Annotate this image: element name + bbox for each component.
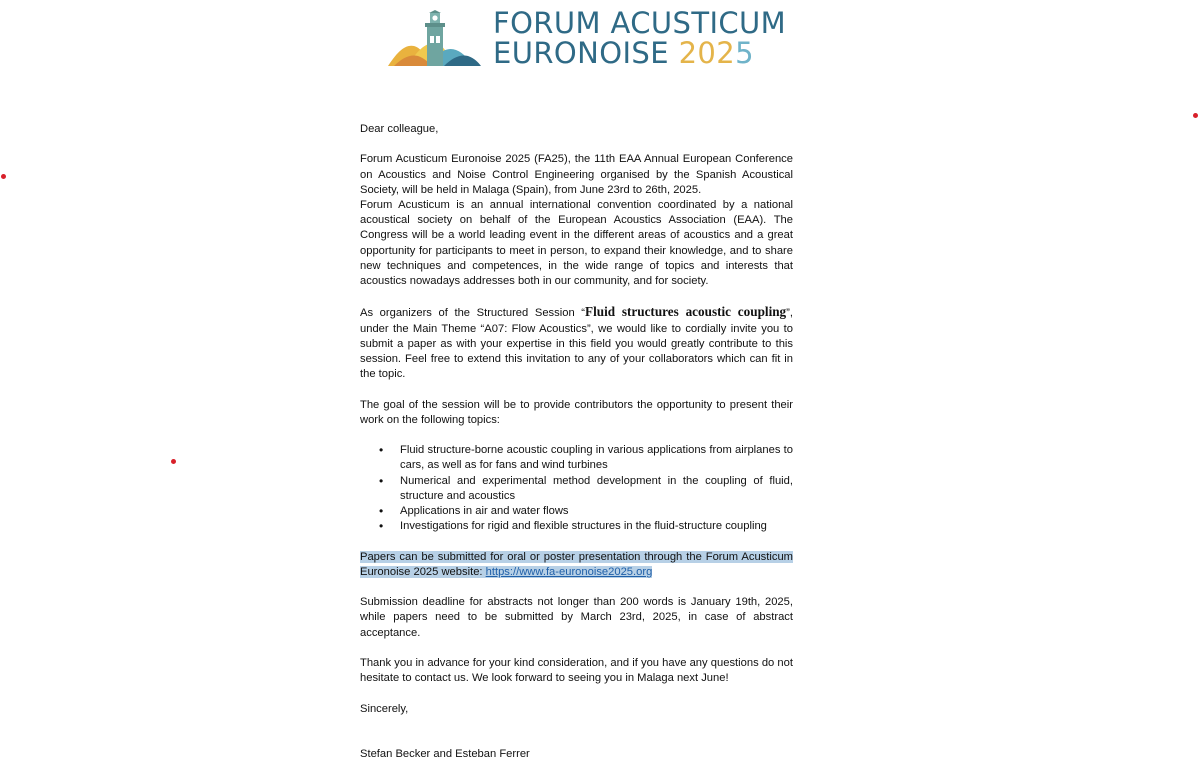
marker-dot	[1, 174, 6, 179]
logo-word-euronoise: EURONOISE	[493, 36, 679, 70]
thanks-paragraph: Thank you in advance for your kind consideration, and if you have any questions do not hesitate to contact us. We look forward to seeing you in Malaga next June!	[360, 657, 793, 685]
topics-list	[360, 443, 793, 534]
logo-wordmark	[493, 8, 786, 68]
logo-line-2	[493, 38, 786, 68]
letter-body	[360, 122, 793, 762]
deadline-paragraph: Submission deadline for abstracts not longer than 200 words is January 19th, 2025, while papers need to be submitted by March 23rd, 2025, in case of abstract acceptance.	[360, 596, 793, 639]
session-title: Fluid structures acoustic coupling	[585, 304, 787, 320]
list-item: • Fluid structure-borne acoustic coupling in various applications from airplanes to cars, as well as for fans and wind turbines	[360, 443, 793, 473]
marker-dot	[171, 459, 176, 464]
lighthouse-waves-logo-icon	[386, 10, 482, 68]
closing: Sincerely,	[360, 702, 409, 715]
marker-dot	[1193, 113, 1198, 118]
goal-paragraph: The goal of the session will be to provide contributors the opportunity to present their work on the following topics:	[360, 398, 793, 426]
list-item: • Numerical and experimental method development in the coupling of fluid, structure and acoustics	[360, 474, 793, 504]
logo-year: 2025	[678, 36, 754, 70]
list-item: • Applications in air and water flows	[360, 504, 793, 519]
signatories: Stefan Becker and Esteban Ferrer	[360, 748, 530, 761]
list-item: • Investigations for rigid and flexible structures in the fluid-structure coupling	[360, 519, 793, 534]
greeting: Dear colleague,	[360, 123, 439, 135]
conference-logo	[386, 8, 786, 70]
submission-paragraph	[360, 550, 793, 580]
invitation-paragraph: As organizers of the Structured Session “Fluid structures acoustic coupling”, under the Main Theme “A07: Flow Acoustics”, we would like to cordially invite you to submit a paper as with your expertise in this field you would greatly contribute to this session. Feel free to extend this invitation to any of your collaborators which can fit in the topic.	[360, 304, 793, 381]
selected-text: Papers can be submitted for oral or poster presentation through the Forum Acusticum Euronoise 2025 website: https://www.fa-euronoise2025.org	[360, 550, 793, 578]
description-paragraph: Forum Acusticum is an annual international convention coordinated by a national acoustical society on behalf of the European Acoustics Association (EAA). The Congress will be a world leading event in the different areas of acoustics and a great opportunity for participants to meet in person, to expand their knowledge, and to share new techniques and competences, in the wide range of topics and interests that acoustics nowadays addresses both in our community, and for society.	[360, 199, 793, 288]
logo-line-1: FORUM ACUSTICUM	[493, 6, 787, 40]
website-link[interactable]: https://www.fa-euronoise2025.org	[485, 565, 653, 578]
intro-paragraph: Forum Acusticum Euronoise 2025 (FA25), the 11th EAA Annual European Conference on Acoustics and Noise Control Engineering organised by the Spanish Acoustical Society, will be held in Malaga (Spain), from June 23rd to 26th, 2025.	[360, 153, 793, 196]
